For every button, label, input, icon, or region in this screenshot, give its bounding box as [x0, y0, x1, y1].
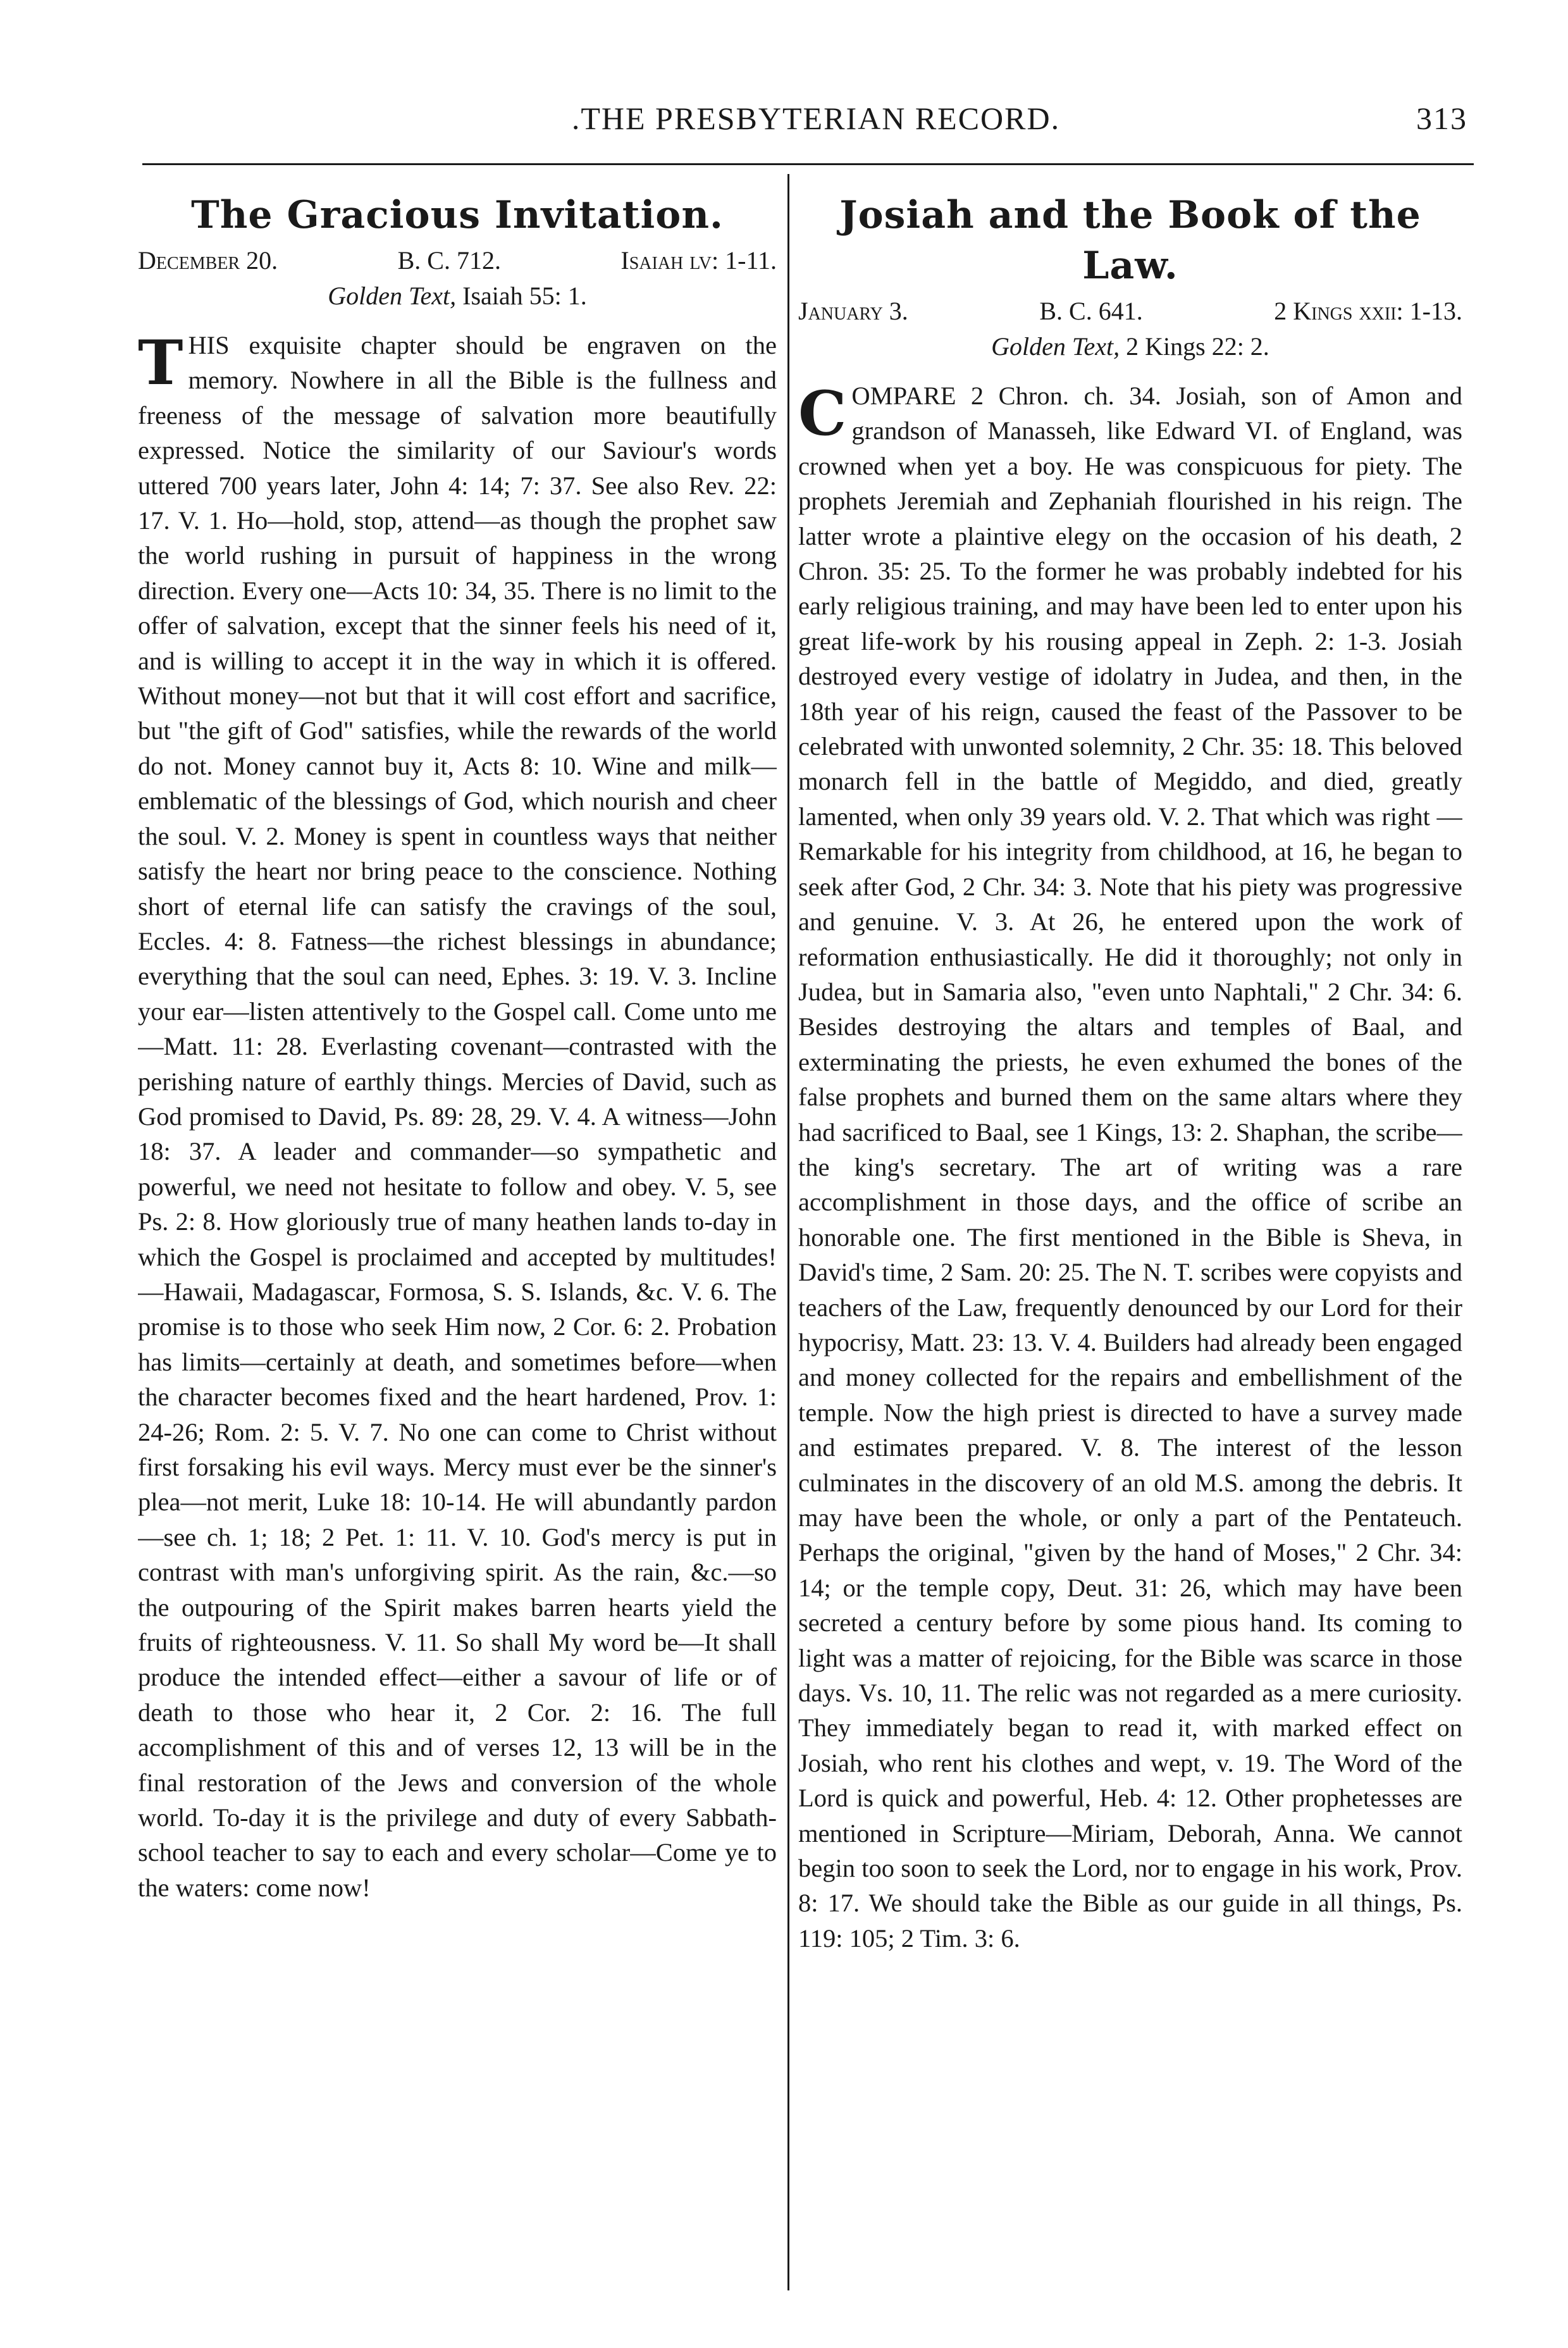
lesson-date: January 3. [798, 297, 908, 325]
golden-text-ref: Isaiah 55: 1. [462, 282, 587, 310]
golden-text [798, 329, 1462, 364]
golden-text-label: Golden Text, [991, 332, 1120, 361]
lesson-body [138, 328, 777, 1905]
lesson-scripture: 2 Kings xxii: 1-13. [1274, 297, 1462, 325]
right-lesson [798, 190, 1462, 2303]
lesson-title: Josiah and the Book of the Law. [839, 193, 1421, 288]
lesson-title: The Gracious Invitation. [191, 193, 724, 237]
lesson-body [798, 378, 1462, 1956]
lesson-body-text: OMPARE 2 Chron. ch. 34. Josiah, son of Amon and grandson of Manasseh, like Edward VI. of England, was crowned when yet a boy. He was conspicuous for piety. The prophets Jeremiah and Zephaniah flourished in his reign. The latter wrote a plaintive elegy on the occasion of his death, 2 Chron. 35: 25. To the former he was probably indebted for his early religious training, and may have been led to enter upon his great life-work by his rousing appeal in Zeph. 2: 1-3. Josiah destroyed every vestige of idolatry in Judea, and then, in the 18th year of his reign, caused the feast of the Passover to be celebrated with unwonted solemnity, 2 Chr. 35: 18. This beloved monarch fell in the battle of Megiddo, and died, greatly lamented, when only 39 years old. V. 2. That which was right — Remarkable for his integrity from childhood, at 16, he began to seek after God, 2 Chr. 34: 3. Note that his piety was progressive and genuine. V. 3. At 26, he entered upon the work of reformation enthusiastically. He did it thoroughly; not only in Judea, but in Samaria also, "even unto Naphtali," 2 Chr. 34: 6. Besides destroying the altars and temples of Baal, and exterminating the priests, he even exhumed the bones of the false prophets and burned them on the same altars where they had sacrificed to Baal, see 1 Kings, 13: 2. Shaphan, the scribe—the king's secretary. The art of writing was a rare accomplishment in those days, and the office of scribe an honorable one. The first mentioned in the Bible is Sheva, in David's time, 2 Sam. 20: 25. The N. T. scribes were copyists and teachers of the Law, frequently denounced by our Lord for their hypocrisy, Matt. 23: 13. V. 4. Builders had already been engaged and money collected for the repairs and embellishment of the temple. Now the high priest is directed to have a survey made and estimates prepared. V. 8. The interest of the lesson culminates in the discovery of an old M.S. among the debris. It may have been the whole, or only a part of the Pentateuch. Perhaps the original, "given by the hand of Moses," 2 Chr. 34: 14; or the temple copy, Deut. 31: 26, which may have been secreted a century before by some pious hand. Its coming to light was a matter of rejoicing, for the Bible was scarce in those days. Vs. 10, 11. The relic was not regarded as a mere curiosity. They immediately began to read it, with marked effect on Josiah, who rent his clothes and wept, v. 19. The Word of the Lord is quick and powerful, Heb. 4: 12. Other prophetesses are mentioned in Scripture—Miriam, Deborah, Anna. We cannot begin too soon to seek the Lord, nor to engage in his work, Prov. 8: 17. We should take the Bible as our guide in all things, Ps. 119: 105; 2 Tim. 3: 6. [798, 382, 1462, 1953]
golden-text-label: Golden Text, [328, 282, 457, 310]
golden-text [138, 278, 777, 314]
drop-cap: C [798, 378, 847, 449]
journal-title: .THE PRESBYTERIAN RECORD. [571, 101, 1061, 136]
drop-cap: T [138, 327, 183, 399]
lesson-date: December 20. [138, 246, 278, 275]
golden-text-ref: 2 Kings 22: 2. [1126, 332, 1269, 361]
lesson-scripture: Isaiah lv: 1-11. [620, 246, 777, 275]
lesson-year: B. C. 712. [397, 246, 501, 275]
left-lesson [138, 190, 777, 2303]
lesson-year: B. C. 641. [1039, 297, 1143, 325]
column-divider [787, 174, 789, 2290]
lesson-meta [798, 294, 1462, 329]
running-head [164, 100, 1467, 157]
header-rule [142, 163, 1474, 165]
lesson-meta [138, 243, 777, 278]
page-number: 313 [1416, 101, 1467, 136]
lesson-body-text: HIS exquisite chapter should be engraven on the memory. Nowhere in all the Bible is the fullness and freeness of the message of salvation more beautifully expressed. Notice the similarity of our Saviour's words uttered 700 years later, John 4: 14; 7: 37. See also Rev. 22: 17. V. 1. Ho—hold, stop, attend—as though the prophet saw the world rushing in pursuit of happiness in the wrong direction. Every one—Acts 10: 34, 35. There is no limit to the offer of salvation, except that the sinner feels his need of it, and is willing to accept it in the way in which it is offered. Without money—not but that it will cost effort and sacrifice, but "the gift of God" satisfies, while the rewards of the world do not. Money cannot buy it, Acts 8: 10. Wine and milk—emblematic of the blessings of God, which nourish and cheer the soul. V. 2. Money is spent in countless ways that neither satisfy the heart nor bring peace to the conscience. Nothing short of eternal life can satisfy the cravings of the soul, Eccles. 4: 8. Fatness—the richest blessings in abundance; everything that the soul can need, Ephes. 3: 19. V. 3. Incline your ear—listen attentively to the Gospel call. Come unto me—Matt. 11: 28. Everlasting covenant—contrasted with the perishing nature of earthly things. Mercies of David, such as God promised to David, Ps. 89: 28, 29. V. 4. A witness—John 18: 37. A leader and commander—so sympathetic and powerful, we need not hesitate to follow and obey. V. 5, see Ps. 2: 8. How gloriously true of many heathen lands to-day in which the Gospel is proclaimed and accepted by multitudes!—Hawaii, Madagascar, Formosa, S. S. Islands, &c. V. 6. The promise is to those who seek Him now, 2 Cor. 6: 2. Probation has limits—certainly at death, and sometimes before—when the character becomes fixed and the heart hardened, Prov. 1: 24-26; Rom. 2: 5. V. 7. No one can come to Christ without first forsaking his evil ways. Mercy must ever be the sinner's plea—not merit, Luke 18: 10-14. He will abundantly pardon—see ch. 1; 18; 2 Pet. 1: 11. V. 10. God's mercy is put in contrast with man's unforgiving spirit. As the rain, &c.—so the outpouring of the Spirit makes barren hearts yield the fruits of righteousness. V. 11. So shall My word be—It shall produce the intended effect—either a savour of life or of death to those who hear it, 2 Cor. 2: 16. The full accomplishment of this and of verses 12, 13 will be in the final restoration of the Jews and conversion of the whole world. To-day it is the privilege and duty of every Sabbath-school teacher to say to each and every scholar—Come ye to the waters: come now! [138, 331, 777, 1902]
